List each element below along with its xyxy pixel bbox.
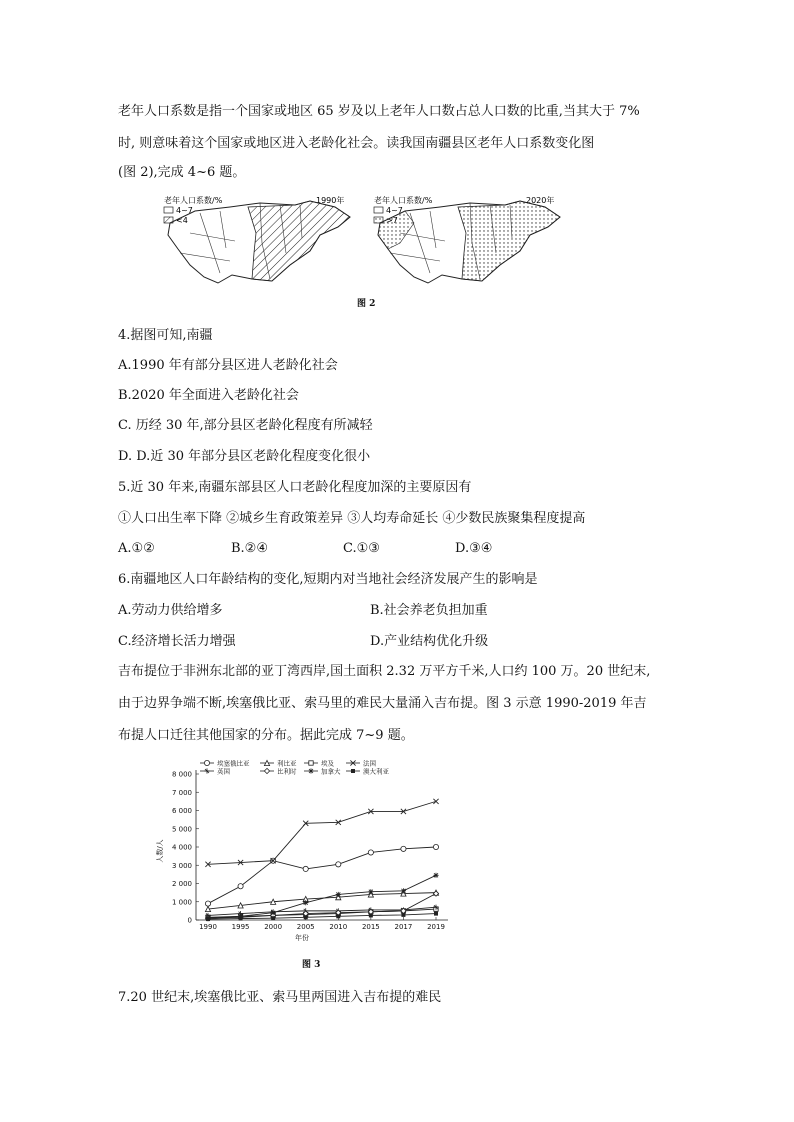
y-tick-label: 6 000: [171, 807, 192, 815]
data-point-circle: [205, 901, 210, 906]
data-point-filled-square: [369, 913, 373, 917]
intro2-line-1: 吉布提位于非洲东北部的亚丁湾西岸,国土面积 2.32 万平方千米,人口约 100 万。20 世纪末,: [118, 664, 651, 679]
map-1990-legend-swatch-2: [164, 217, 173, 223]
y-tick-label: 5 000: [171, 825, 192, 834]
intro-line-2: 时, 则意味着这个国家或地区进入老龄化社会。读我国南疆县区老年人口系数变化图: [118, 136, 595, 151]
map-1990-east-hatched: [248, 201, 350, 281]
y-tick-label: 7 000: [171, 788, 192, 797]
x-tick-label: 2017: [394, 923, 413, 931]
data-point-asterisk: [433, 873, 438, 878]
data-point-asterisk: [336, 892, 341, 897]
map-1990: [164, 195, 350, 283]
x-tick-label: 1995: [231, 923, 250, 931]
y-tick-label: 1 000: [171, 898, 192, 907]
legend-label: 澳大利亚: [363, 767, 389, 776]
x-tick-label: 2005: [296, 923, 315, 931]
q5-option-c: C.①③: [343, 541, 380, 556]
q5-option-b: B.②④: [231, 541, 268, 556]
map-2020-east-dotted: [458, 201, 560, 281]
data-point-filled-square: [401, 913, 405, 917]
x-tick-label: 2000: [264, 923, 283, 931]
data-point-circle: [336, 862, 341, 867]
map-1990-legend-2: <4: [176, 216, 188, 225]
data-point-filled-square: [434, 912, 438, 916]
x-tick-label: 2019: [427, 923, 445, 931]
q4-option-c: C. 历经 30 年,部分县区老龄化程度有所减轻: [118, 418, 373, 433]
data-point-circle: [433, 844, 438, 849]
x-tick-label: 2015: [361, 923, 380, 931]
q5-items: ①人口出生率下降 ②城乡生育政策差异 ③人均寿命延长 ④少数民族聚集程度提高: [118, 511, 586, 526]
map-2020-year: 2020年: [526, 196, 555, 205]
q4-option-b: B.2020 年全面进入老龄化社会: [118, 388, 299, 403]
intro2-line-2: 由于边界争端不断,埃塞俄比亚、索马里的难民大量涌入吉布提。图 3 示意 1990-2019 年吉: [118, 696, 647, 711]
q5-stem: 5.近 30 年来,南疆东部县区人口老龄化程度加深的主要原因有: [118, 480, 472, 495]
legend-marker-square: [309, 761, 313, 765]
q5-option-a: A.①②: [118, 541, 155, 556]
figure-3-chart: [150, 758, 470, 950]
map-2020-legend-swatch-1: [374, 207, 383, 213]
q6-option-b: B.社会养老负担加重: [370, 603, 488, 618]
q6-option-d: D.产业结构优化升级: [370, 634, 489, 649]
data-point-circle: [401, 846, 406, 851]
legend-label: 埃及: [321, 759, 334, 768]
data-point-asterisk: [368, 889, 373, 894]
series-line-x: [208, 801, 436, 864]
map-1990-year: 1990年: [316, 196, 345, 205]
intro-line-1: 老年人口系数是指一个国家或地区 65 岁及以上老年人口数占总人口数的比重,当其大于 7%: [118, 104, 640, 119]
data-point-filled-square: [304, 915, 308, 919]
legend-marker-diamond: [264, 768, 269, 773]
data-point-asterisk: [271, 910, 276, 915]
data-point-filled-square: [239, 917, 243, 921]
legend-label: 加拿大: [321, 767, 341, 776]
intro2-line-3: 布提人口迁往其他国家的分布。据此完成 7~9 题。: [118, 728, 414, 743]
map-1990-legend-title: 老年人口系数/%: [164, 196, 223, 205]
q7-stem: 7.20 世纪末,埃塞俄比亚、索马里两国进入吉布提的难民: [118, 990, 442, 1005]
legend-label: 比利时: [277, 767, 297, 776]
intro-line-3: (图 2),完成 4~6 题。: [118, 165, 246, 180]
map-2020-legend-2: >7: [386, 216, 398, 225]
x-tick-label: 2010: [329, 923, 348, 931]
data-point-x: [433, 799, 438, 804]
y-tick-label: 8 000: [171, 770, 192, 779]
figure-2-caption: 图 2: [357, 299, 376, 309]
legend-label: 利比亚: [277, 759, 297, 768]
figure-2-maps: [160, 193, 580, 295]
map-2020-legend-swatch-2: [374, 217, 383, 223]
map-2020-legend-title: 老年人口系数/%: [374, 196, 433, 205]
y-tick-label: 2 000: [171, 880, 192, 888]
y-tick-label: 3 000: [171, 861, 192, 870]
map-1990-legend-swatch-1: [164, 207, 173, 213]
legend-label: 埃塞俄比亚: [217, 759, 250, 768]
q5-option-d: D.③④: [455, 541, 493, 556]
legend-marker-circle: [204, 760, 209, 765]
y-tick-label: 0: [187, 916, 192, 925]
q4-stem: 4.据图可知,南疆: [118, 328, 213, 343]
q4-option-a: A.1990 年有部分县区进人老龄化社会: [118, 358, 338, 373]
map-1990-legend-1: 4~7: [176, 206, 193, 215]
data-point-filled-square: [271, 916, 275, 920]
x-tick-label: 1990: [199, 923, 217, 931]
legend-label: 法国: [363, 759, 376, 768]
y-tick-label: 4 000: [171, 843, 192, 852]
legend-marker-filled-square: [351, 769, 355, 773]
y-axis-label: 人数/人: [156, 839, 164, 863]
data-point-filled-square: [336, 914, 340, 918]
q6-option-c: C.经济增长活力增强: [118, 634, 236, 649]
data-point-asterisk: [401, 888, 406, 893]
legend-marker-star: [204, 768, 209, 773]
data-point-asterisk: [303, 900, 308, 905]
figure-3-caption: 图 3: [302, 960, 321, 970]
q4-option-d: D. D.近 30 年部分县区老龄化程度变化很小: [118, 449, 371, 464]
legend-marker-asterisk: [308, 768, 313, 773]
data-point-circle: [368, 850, 373, 855]
data-point-circle: [303, 866, 308, 871]
map-2020-legend-1: 4~7: [386, 206, 403, 215]
legend-label: 英国: [217, 767, 230, 776]
data-point-filled-square: [206, 917, 210, 921]
q6-stem: 6.南疆地区人口年龄结构的变化,短期内对当地社会经济发展产生的影响是: [118, 572, 538, 587]
q6-option-a: A.劳动力供给增多: [118, 603, 223, 618]
data-point-circle: [238, 884, 243, 889]
x-axis-label: 年份: [295, 934, 309, 942]
map-2020: [374, 195, 560, 283]
